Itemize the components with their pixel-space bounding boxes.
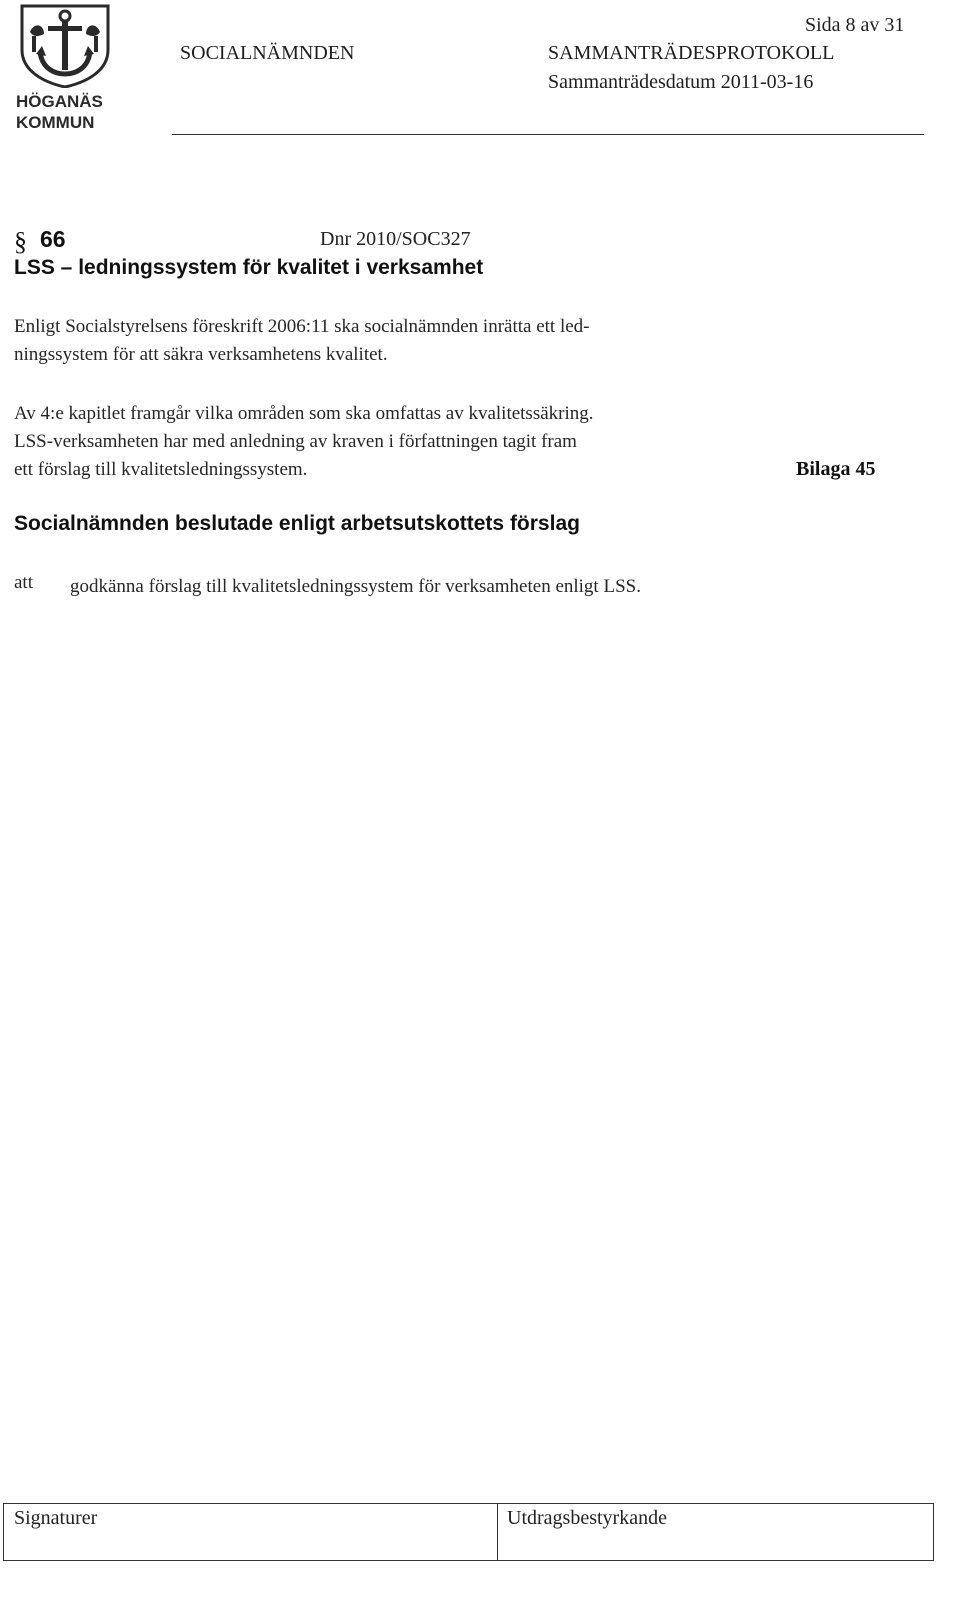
decision-heading: Socialnämnden beslutade enligt arbetsutskottets förslag	[14, 512, 580, 535]
extract-certification-box[interactable]	[497, 1503, 934, 1561]
paragraph-sign: §	[14, 227, 27, 256]
logo-name-line2: KOMMUN	[16, 113, 95, 132]
logo-name-line1: HÖGANÄS	[16, 92, 103, 111]
paragraph-1-line-2: ningssystem för att säkra verksamhetens kvalitet.	[14, 344, 388, 365]
signatures-label: Signaturer	[14, 1507, 98, 1529]
committee-name: SOCIALNÄMNDEN	[180, 42, 355, 64]
paragraph-1-line-1: Enligt Socialstyrelsens föreskrift 2006:11 ska socialnämnden inrätta ett led-	[14, 316, 590, 337]
decision-att-label: att	[14, 572, 33, 593]
decision-text: godkänna förslag till kvalitetsledningssystem för verksamheten enligt LSS.	[70, 576, 641, 597]
meeting-date: Sammanträdesdatum 2011-03-16	[548, 71, 814, 93]
paragraph-2-line-1: Av 4:e kapitlet framgår vilka områden som ska omfattas av kvalitetssäkring.	[14, 403, 594, 424]
document-type: SAMMANTRÄDESPROTOKOLL	[548, 42, 835, 64]
signatures-box[interactable]	[3, 1503, 498, 1561]
anchor-coat-of-arms-icon	[18, 2, 112, 88]
section-number: 66	[40, 226, 66, 252]
attachment-reference: Bilaga 45	[796, 458, 876, 480]
page-indicator: Sida 8 av 31	[805, 14, 905, 36]
municipality-logo	[10, 0, 120, 140]
diary-number: Dnr 2010/SOC327	[320, 228, 471, 250]
paragraph-2-line-3: ett förslag till kvalitetsledningssystem.	[14, 459, 308, 480]
paragraph-2-line-2: LSS-verksamheten har med anledning av kraven i författningen tagit fram	[14, 431, 577, 452]
section-title: LSS – ledningssystem för kvalitet i verksamhet	[14, 256, 484, 279]
header-divider	[172, 134, 924, 135]
extract-label: Utdragsbestyrkande	[507, 1507, 667, 1529]
